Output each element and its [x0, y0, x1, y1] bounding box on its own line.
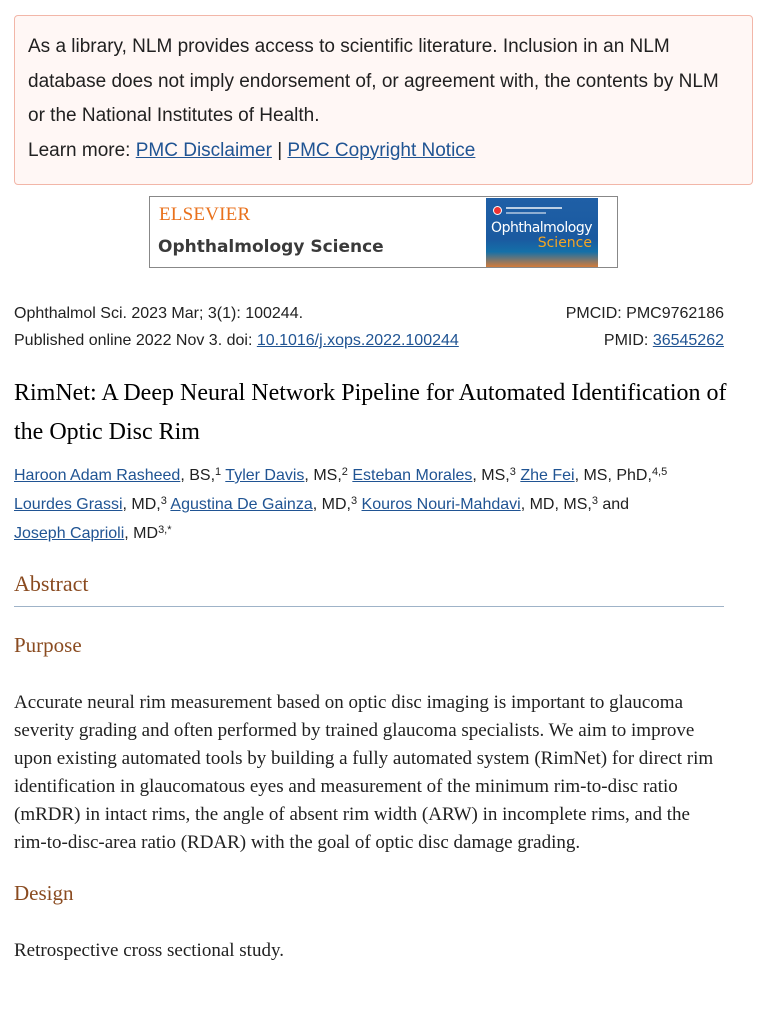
disclaimer-box [14, 15, 753, 185]
author-affiliation: 3 [509, 466, 516, 478]
citation-block [14, 300, 724, 354]
author-affiliation: 3,* [158, 524, 172, 536]
design-heading: Design [14, 881, 74, 905]
disclaimer-text: As a library, NLM provides access to scientific literature. Inclusion in an NLM database does not imply endorsement of, or agreement with, the contents by NLM or the National Institutes of Health. [28, 36, 719, 126]
purpose-heading: Purpose [14, 633, 82, 657]
pmc-disclaimer-link[interactable]: PMC Disclaimer [135, 139, 272, 161]
author-affiliation: 3 [350, 495, 358, 507]
author-link[interactable]: Zhe Fei [520, 467, 575, 484]
pmid-label: PMID: [603, 332, 653, 349]
published-prefix: Published online 2022 Nov 3. doi: [14, 332, 257, 349]
author-separator: and [597, 496, 630, 513]
author-degree: , MD, [312, 496, 351, 513]
design-text: Retrospective cross sectional study. [14, 940, 284, 961]
journal-name: Ophthalmology Science [158, 237, 384, 257]
author-link[interactable]: Haroon Adam Rasheed [14, 467, 181, 484]
pmid-link[interactable]: 36545262 [652, 332, 724, 349]
journal-banner[interactable] [149, 196, 618, 268]
author-list [14, 461, 729, 548]
journal-emblem-icon [493, 206, 502, 215]
pmcid: PMCID: PMC9762186 [565, 305, 724, 322]
author-degree: , MD, [122, 496, 161, 513]
author-degree: , MS, PhD, [574, 467, 652, 484]
pmid-line [604, 327, 724, 354]
journal-citation: Ophthalmol Sci. 2023 Mar; 3(1): 100244. [14, 305, 304, 322]
author-affiliation: 3 [591, 495, 598, 507]
author-link[interactable]: Kouros Nouri-Mahdavi [361, 496, 521, 513]
author-affiliation: 3 [160, 495, 167, 507]
cover-header-line-2 [506, 212, 546, 214]
author-link[interactable]: Lourdes Grassi [14, 496, 123, 513]
abstract-heading: Abstract [14, 571, 89, 596]
author-link[interactable]: Agustina De Gainza [170, 496, 313, 513]
abstract-divider [14, 606, 724, 607]
author-link[interactable]: Esteban Morales [352, 467, 473, 484]
author-affiliation: 4,5 [651, 466, 668, 478]
author-degree: , MD, MS, [520, 496, 592, 513]
purpose-text: Accurate neural rim measurement based on optic disc imaging is important to glaucoma severity grading and often performed by trained glaucoma specialists. We aim to improve upon existing automated tools by building a fully automated system (RimNet) for direct rim identification in glaucomatous eyes and measurement of the minimum rim-to-disc ratio (mRDR) in intact rims, the angle of absent rim width (ARW) in incomplete rims, and the rim-to-disc-area ratio (RDAR) with the goal of optic disc damage grading. [14, 692, 714, 853]
author-link[interactable]: Joseph Caprioli [14, 525, 125, 542]
author-degree: , MS, [304, 467, 342, 484]
author-degree: , MS, [472, 467, 510, 484]
author-degree: , MD [124, 525, 159, 542]
author-affiliation: 2 [341, 466, 348, 478]
cover-title-line-2: Science [537, 235, 592, 251]
author-degree: , BS, [180, 467, 216, 484]
publisher-logo: ELSEVIER [159, 204, 251, 225]
cover-header-line [506, 207, 562, 209]
link-separator: | [271, 139, 288, 161]
learn-more-label: Learn more: [28, 139, 136, 161]
doi-link[interactable]: 10.1016/j.xops.2022.100244 [256, 332, 459, 349]
pmc-copyright-link[interactable]: PMC Copyright Notice [287, 139, 476, 161]
author-affiliation: 1 [215, 466, 222, 478]
article-title: RimNet: A Deep Neural Network Pipeline for Automated Identification of the Optic Disc Rim [14, 380, 727, 445]
journal-cover-image [486, 198, 598, 267]
cover-title-line-1: Ophthalmology [491, 220, 592, 236]
author-link[interactable]: Tyler Davis [225, 467, 305, 484]
